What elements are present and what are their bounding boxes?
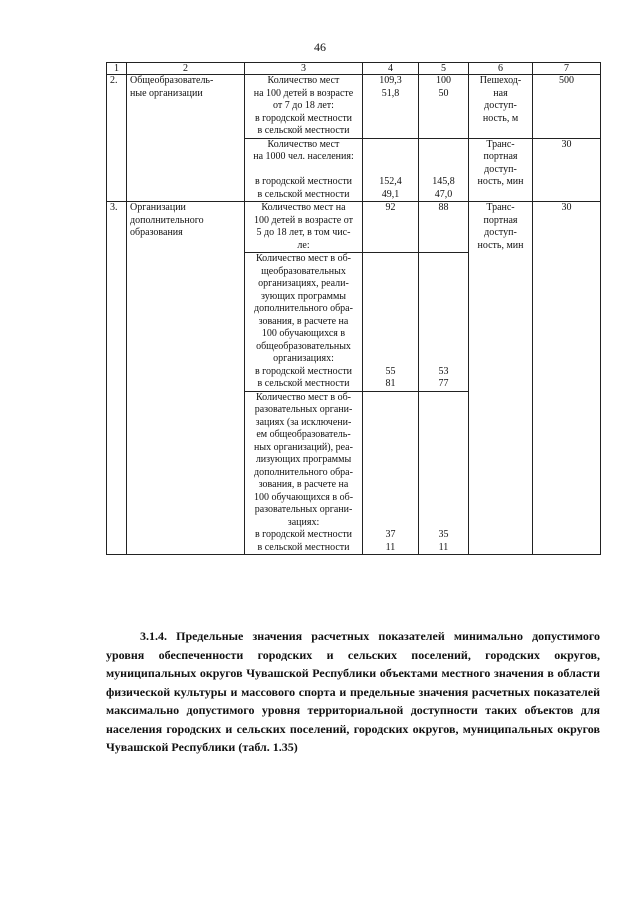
indicator-cell [245, 138, 363, 202]
value-col5: 88 [419, 202, 469, 253]
value-col4: 109,3 51,8 [363, 75, 419, 139]
value-col4: 152,4 49,1 [363, 138, 419, 202]
column-number-row [107, 63, 601, 75]
indicator-text: Количество мест в об- разовательных органи- зациях (за исключени- ем общеобразователь- ных организаций), реа- лизующих программы дополнительного обра- зования, в расчете на 100 обучающихся в об- разовательных органи- зациях: в городской местности в сельской местности [245, 391, 363, 555]
column-number: 7 [533, 63, 601, 75]
accessibility-value: 30 [533, 202, 601, 555]
value-col5: 35 11 [419, 391, 469, 555]
section-paragraph: 3.1.4. Предельные значения расчетных показателей минимально допустимого уровня обеспеченности городских и сельских поселений, городских округов, муниципальных округов Чувашской Республики объектами местного значения в области физической культуры и массового спорта и предельные значения расчетных показателей максимально допустимого уровня территориальной доступности таких объектов для населения городских и сельских поселений, городских округов, муниципальных округов Чувашской Республики (табл. 1.35) [106, 629, 600, 754]
value-col5: 53 77 [419, 253, 469, 392]
value-col4: 92 [363, 202, 419, 253]
indicator-text: Количество мест на 100 детей в возрасте от 5 до 18 лет, в том чис- ле: [245, 202, 363, 253]
value-col4: 37 11 [363, 391, 419, 555]
column-number: 2 [127, 63, 245, 75]
column-number: 6 [469, 63, 533, 75]
row-number: 3. [107, 202, 127, 555]
indicator-rural: в сельской местности [257, 188, 350, 200]
value-col4: 55 81 [363, 253, 419, 392]
accessibility-type: Пешеход- ная доступ- ность, м [469, 75, 533, 139]
value-col5: 145,8 47,0 [419, 138, 469, 202]
facility-name: Организации дополнительного образования [127, 202, 245, 555]
table-row [107, 202, 601, 253]
accessibility-type: Транс- портная доступ- ность, мин [469, 202, 533, 555]
indicator-text: Количество мест на 1000 чел. населения: [253, 138, 354, 162]
value-col5: 100 50 [419, 75, 469, 139]
row-number: 2. [107, 75, 127, 202]
indicator-urban: в городской местности [254, 176, 353, 187]
indicator-text: Количество мест в об- щеобразовательных организациях, реали- зующих программы дополнительного обра- зования, в расчете на 100 обучающихся в общеобразовательных организациях: в городской местности в сельской местности [245, 253, 363, 392]
column-number: 4 [363, 63, 419, 75]
indicator-text: Количество мест на 100 детей в возрасте от 7 до 18 лет: в городской местности в сельской местности [245, 75, 363, 139]
column-number: 5 [419, 63, 469, 75]
facility-name: Общеобразователь- ные организации [127, 75, 245, 202]
accessibility-value: 30 [533, 138, 601, 202]
column-number: 1 [107, 63, 127, 75]
accessibility-type: Транс- портная доступ- ность, мин [469, 138, 533, 202]
accessibility-value: 500 [533, 75, 601, 139]
table-row [107, 75, 601, 139]
column-number: 3 [245, 63, 363, 75]
norms-table [106, 62, 601, 555]
page-number: 46 [314, 40, 326, 54]
